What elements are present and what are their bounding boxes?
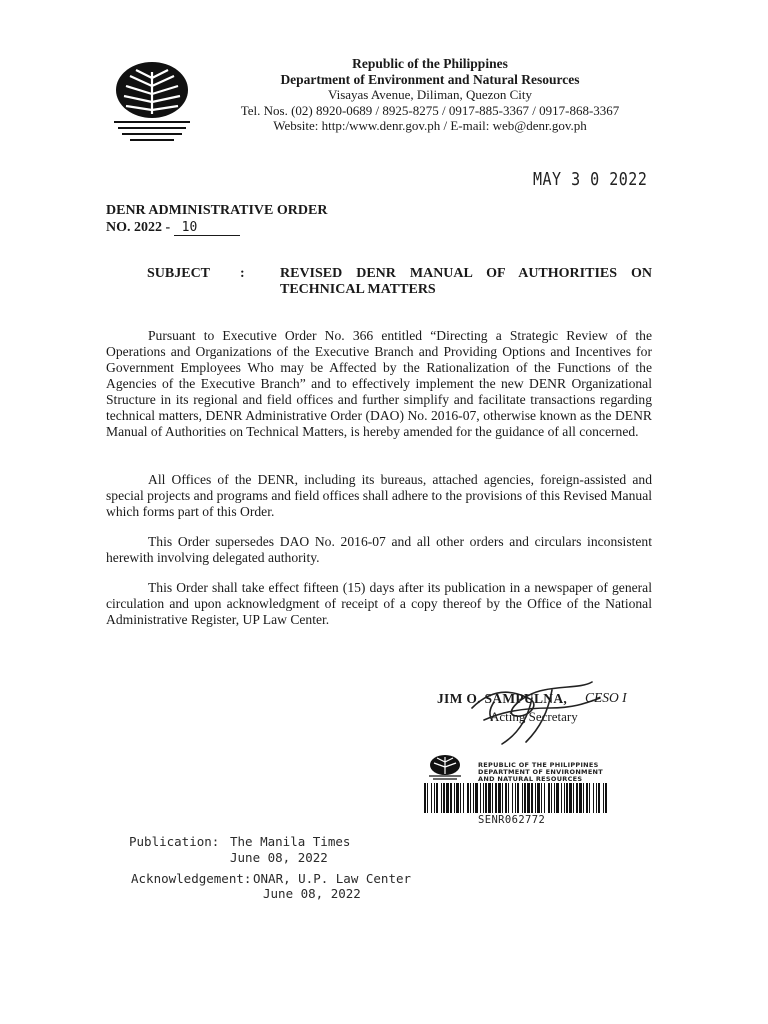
subject-colon: : [240, 266, 245, 281]
barcode-bar [541, 783, 542, 813]
stamp-department: DEPARTMENT OF ENVIRONMENT [478, 768, 604, 776]
barcode-bar [569, 783, 572, 813]
barcode-bar [424, 783, 426, 813]
barcode-bar [463, 783, 464, 813]
barcode-bar [492, 783, 493, 813]
body-paragraph-4: This Order shall take effect fifteen (15) days after its publication in a newspaper of general circulation and upon acknowledgment of receipt of a copy thereof by the Office of the National Administrative Register, UP Law Center. [106, 580, 652, 627]
barcode-bar [470, 783, 471, 813]
barcode-bar [593, 783, 594, 813]
barcode-bar [561, 783, 562, 813]
letterhead-address: Visayas Avenue, Diliman, Quezon City [327, 87, 533, 102]
publication-date: June 08, 2022 [230, 850, 328, 865]
letterhead-phone: Tel. Nos. (02) 8920-0689 / 8925-8275 / 0917-885-3367 / 0917-868-3367 [240, 102, 620, 118]
barcode-bar [502, 783, 503, 813]
order-header [106, 203, 327, 236]
stamp-resources: AND NATURAL RESOURCES [478, 775, 583, 783]
publication-label: Publication: [129, 834, 220, 849]
barcode-bar [537, 783, 540, 813]
barcode-bar [505, 783, 507, 813]
barcode-bar [460, 783, 461, 813]
barcode-bar [517, 783, 519, 813]
barcode-bar [524, 783, 526, 813]
signatory-name: JIM O. SAMPULNA, [437, 691, 568, 706]
barcode-bar [535, 783, 536, 813]
barcode-bar [573, 783, 574, 813]
letterhead [230, 56, 630, 134]
subject-label: SUBJECT [147, 266, 211, 281]
barcode-bar [508, 783, 509, 813]
order-number [106, 220, 327, 237]
stamp-seal-icon [425, 754, 465, 782]
barcode-bar [431, 783, 432, 813]
denr-seal-icon [106, 56, 198, 148]
barcode-bar [450, 783, 452, 813]
barcode-bar [475, 783, 478, 813]
acknowledgement-label: Acknowledgement: [131, 871, 252, 886]
barcode-bar [583, 783, 584, 813]
barcode-bar [498, 783, 501, 813]
barcode-bar [576, 783, 578, 813]
letterhead-website: Website: http:/www.denr.gov.ph / E-mail: web@denr.gov.ph [273, 118, 587, 133]
stamp-republic: REPUBLIC OF THE PHILIPPINES [478, 761, 599, 769]
barcode [422, 783, 610, 813]
barcode-bar [485, 783, 487, 813]
barcode-bar [586, 783, 588, 813]
barcode-bar [527, 783, 530, 813]
barcode-bar [589, 783, 590, 813]
body-paragraph-3: This Order supersedes DAO No. 2016-07 and all other orders and circulars inconsistent herewith involving delegated authority. [106, 534, 652, 565]
order-title: DENR ADMINISTRATIVE ORDER [106, 203, 328, 218]
barcode-bar [579, 783, 582, 813]
date-stamp: MAY 3 0 2022 [533, 168, 648, 190]
barcode-bar [436, 783, 438, 813]
barcode-bar [554, 783, 555, 813]
acknowledgement-date: June 08, 2022 [263, 886, 361, 901]
body-paragraph-2: All Offices of the DENR, including its bureaus, attached agencies, foreign-assisted and special projects and programs and field offices shall adhere to the provisions of this Revised Manual which forms part of this Order. [106, 472, 652, 519]
barcode-bar [522, 783, 523, 813]
barcode-bar [483, 783, 484, 813]
barcode-bar [480, 783, 481, 813]
barcode-bar [605, 783, 607, 813]
barcode-bar [515, 783, 516, 813]
stamp-text [478, 762, 603, 783]
barcode-bar [544, 783, 545, 813]
barcode-bar [446, 783, 449, 813]
barcode-bar [512, 783, 513, 813]
barcode-bar [456, 783, 459, 813]
barcode-bar [598, 783, 600, 813]
barcode-bar [556, 783, 559, 813]
barcode-number: SENR062772 [478, 814, 546, 826]
barcode-bar [488, 783, 491, 813]
barcode-bar [596, 783, 597, 813]
barcode-bar [548, 783, 550, 813]
signature-scribble [432, 668, 632, 748]
order-number-value: 10 [174, 221, 240, 236]
publication-value: The Manila Times [230, 834, 351, 849]
signatory-suffix: CESO I [585, 690, 627, 705]
letterhead-republic: Republic of the Philippines [352, 56, 508, 71]
barcode-bar [531, 783, 533, 813]
barcode-bar [441, 783, 442, 813]
signatory-title: Acting Secretary [490, 709, 578, 724]
barcode-bar [603, 783, 604, 813]
barcode-bar [566, 783, 568, 813]
subject-text: REVISED DENR MANUAL OF AUTHORITIES ON TECHNICAL MATTERS [280, 266, 652, 297]
barcode-bar [551, 783, 552, 813]
barcode-bar [564, 783, 565, 813]
barcode-bar [495, 783, 497, 813]
barcode-bar [473, 783, 474, 813]
letterhead-department: Department of Environment and Natural Resources [280, 71, 580, 87]
barcode-bar [454, 783, 455, 813]
barcode-bar [467, 783, 469, 813]
barcode-bar [434, 783, 435, 813]
body-paragraph-1: Pursuant to Executive Order No. 366 entitled “Directing a Strategic Review of the Operations and Organizations of the Executive Branch and Providing Options and Incentives for Government Employees Who may be Affected by the Rationalization of the Functions of the Agencies of the Executive Branch” and to effectively implement the new DENR Organizational Structure in its regional and field offices and further simplify and facilitate transactions regarding technical matters, DENR Administrative Order (DAO) No. 2016-07, otherwise known as the DENR Manual of Authorities on Technical Matters, is hereby amended for the guidance of all concerned. [106, 328, 652, 439]
barcode-bar [443, 783, 445, 813]
barcode-bar [427, 783, 428, 813]
acknowledgement-value: ONAR, U.P. Law Center [253, 871, 412, 886]
order-number-prefix: NO. 2022 - [106, 219, 171, 235]
